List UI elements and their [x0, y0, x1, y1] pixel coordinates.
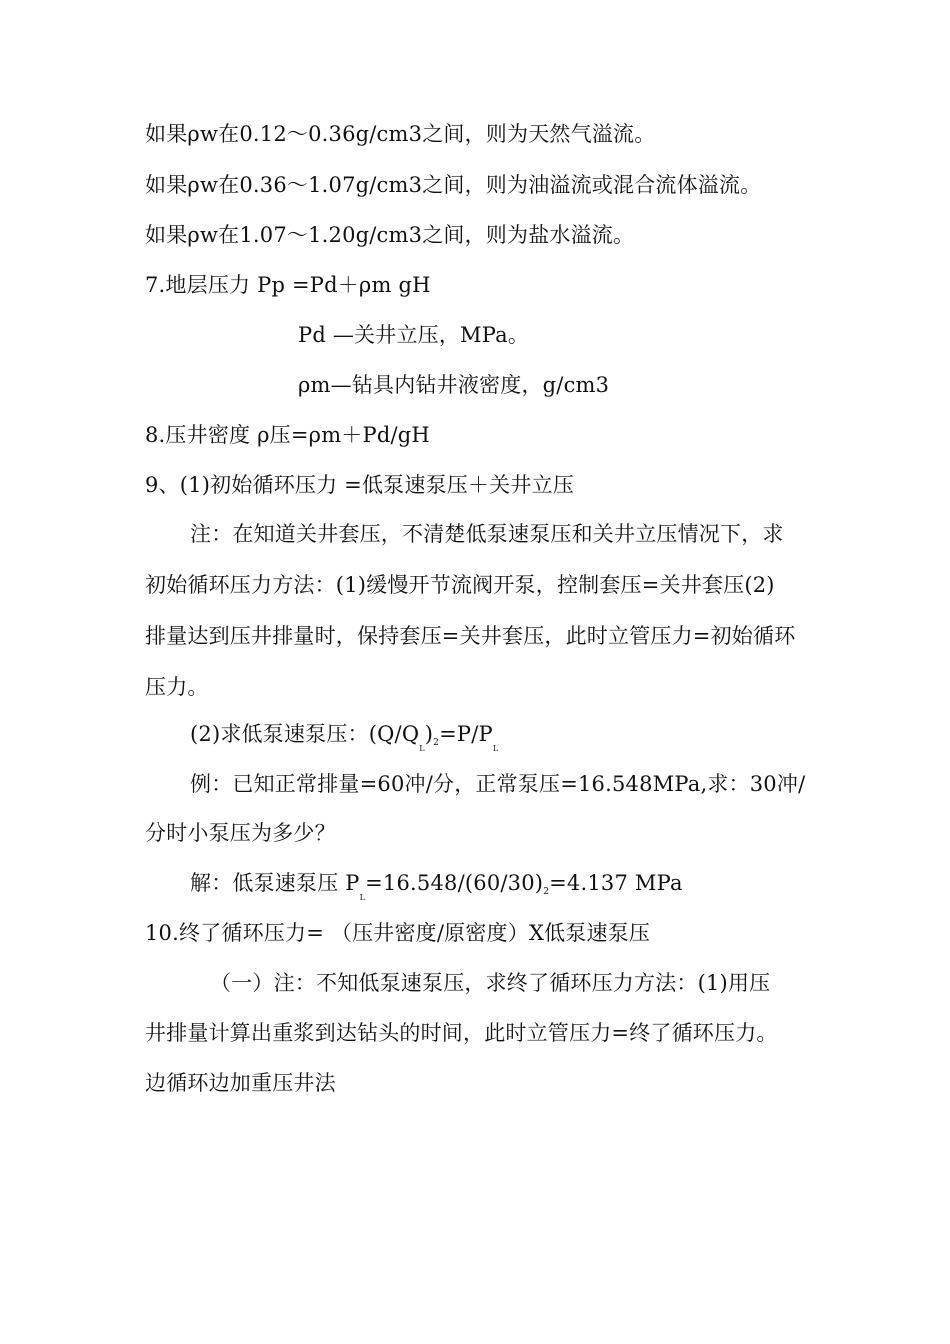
note-paragraph-line-1: 注：在知道关井套压，不清楚低泵速泵压和关井立压情况下，求 [190, 522, 784, 546]
method-heading: 边循环边加重压井法 [145, 1071, 336, 1095]
text-line-gas-kick: 如果ρw在0.12～0.36g/cm3之间，则为天然气溢流。 [145, 122, 656, 146]
definition-pd: Pd —关井立压，MPa。 [298, 323, 530, 347]
formula-initial-circulating-pressure: 9、(1)初始循环压力 =低泵速泵压＋关井立压 [145, 473, 574, 497]
subscript: L [492, 744, 499, 753]
note-final-line-2: 井排量计算出重浆到达钻头的时间，此时立管压力=终了循环压力。 [145, 1021, 778, 1045]
formula-part: (2)求低泵速泵压：(Q/Q [190, 722, 420, 746]
exponent: 2 [543, 887, 550, 897]
solution-part: =16.548/(60/30) [365, 871, 544, 895]
exponent: 2 [433, 738, 440, 748]
note-paragraph-line-3: 排量达到压井排量时，保持套压=关井套压，此时立管压力=初始循环 [145, 624, 796, 648]
solution-part: 解：低泵速泵压 P [190, 871, 360, 895]
subscript: L [419, 744, 425, 753]
formula-low-pump-rate-pressure [190, 719, 498, 754]
formula-part: =P/P [439, 722, 493, 746]
example-line-1: 例：已知正常排量=60冲/分，正常泵压=16.548MPa,求：30冲/ [190, 772, 806, 796]
text-line-saltwater-kick: 如果ρw在1.07～1.20g/cm3之间，则为盐水溢流。 [145, 223, 635, 247]
note-paragraph-line-2: 初始循环压力方法：(1)缓慢开节流阀开泵，控制套压=关井套压(2) [145, 573, 775, 597]
text-line-oil-kick: 如果ρw在0.36～1.07g/cm3之间，则为油溢流或混合流体溢流。 [145, 173, 762, 197]
solution-line [190, 868, 683, 903]
note-paragraph-line-4: 压力。 [145, 675, 209, 699]
formula-final-circulating-pressure: 10.终了循环压力= （压井密度/原密度）X低泵速泵压 [145, 921, 651, 945]
formula-formation-pressure: 7.地层压力 Pp =Pd＋ρm gH [145, 273, 431, 297]
formula-kill-density: 8.压井密度 ρ压=ρm＋Pd/gH [145, 423, 430, 447]
example-line-2: 分时小泵压为多少？ [145, 821, 336, 845]
formula-part: ) [424, 722, 434, 746]
definition-rho-m: ρm—钻具内钻井液密度，g/cm3 [298, 373, 610, 397]
solution-part: =4.137 MPa [549, 871, 683, 895]
subscript: L [359, 893, 366, 902]
note-final-line-1: （一）注：不知低泵速泵压，求终了循环压力方法：(1)用压 [210, 971, 771, 995]
